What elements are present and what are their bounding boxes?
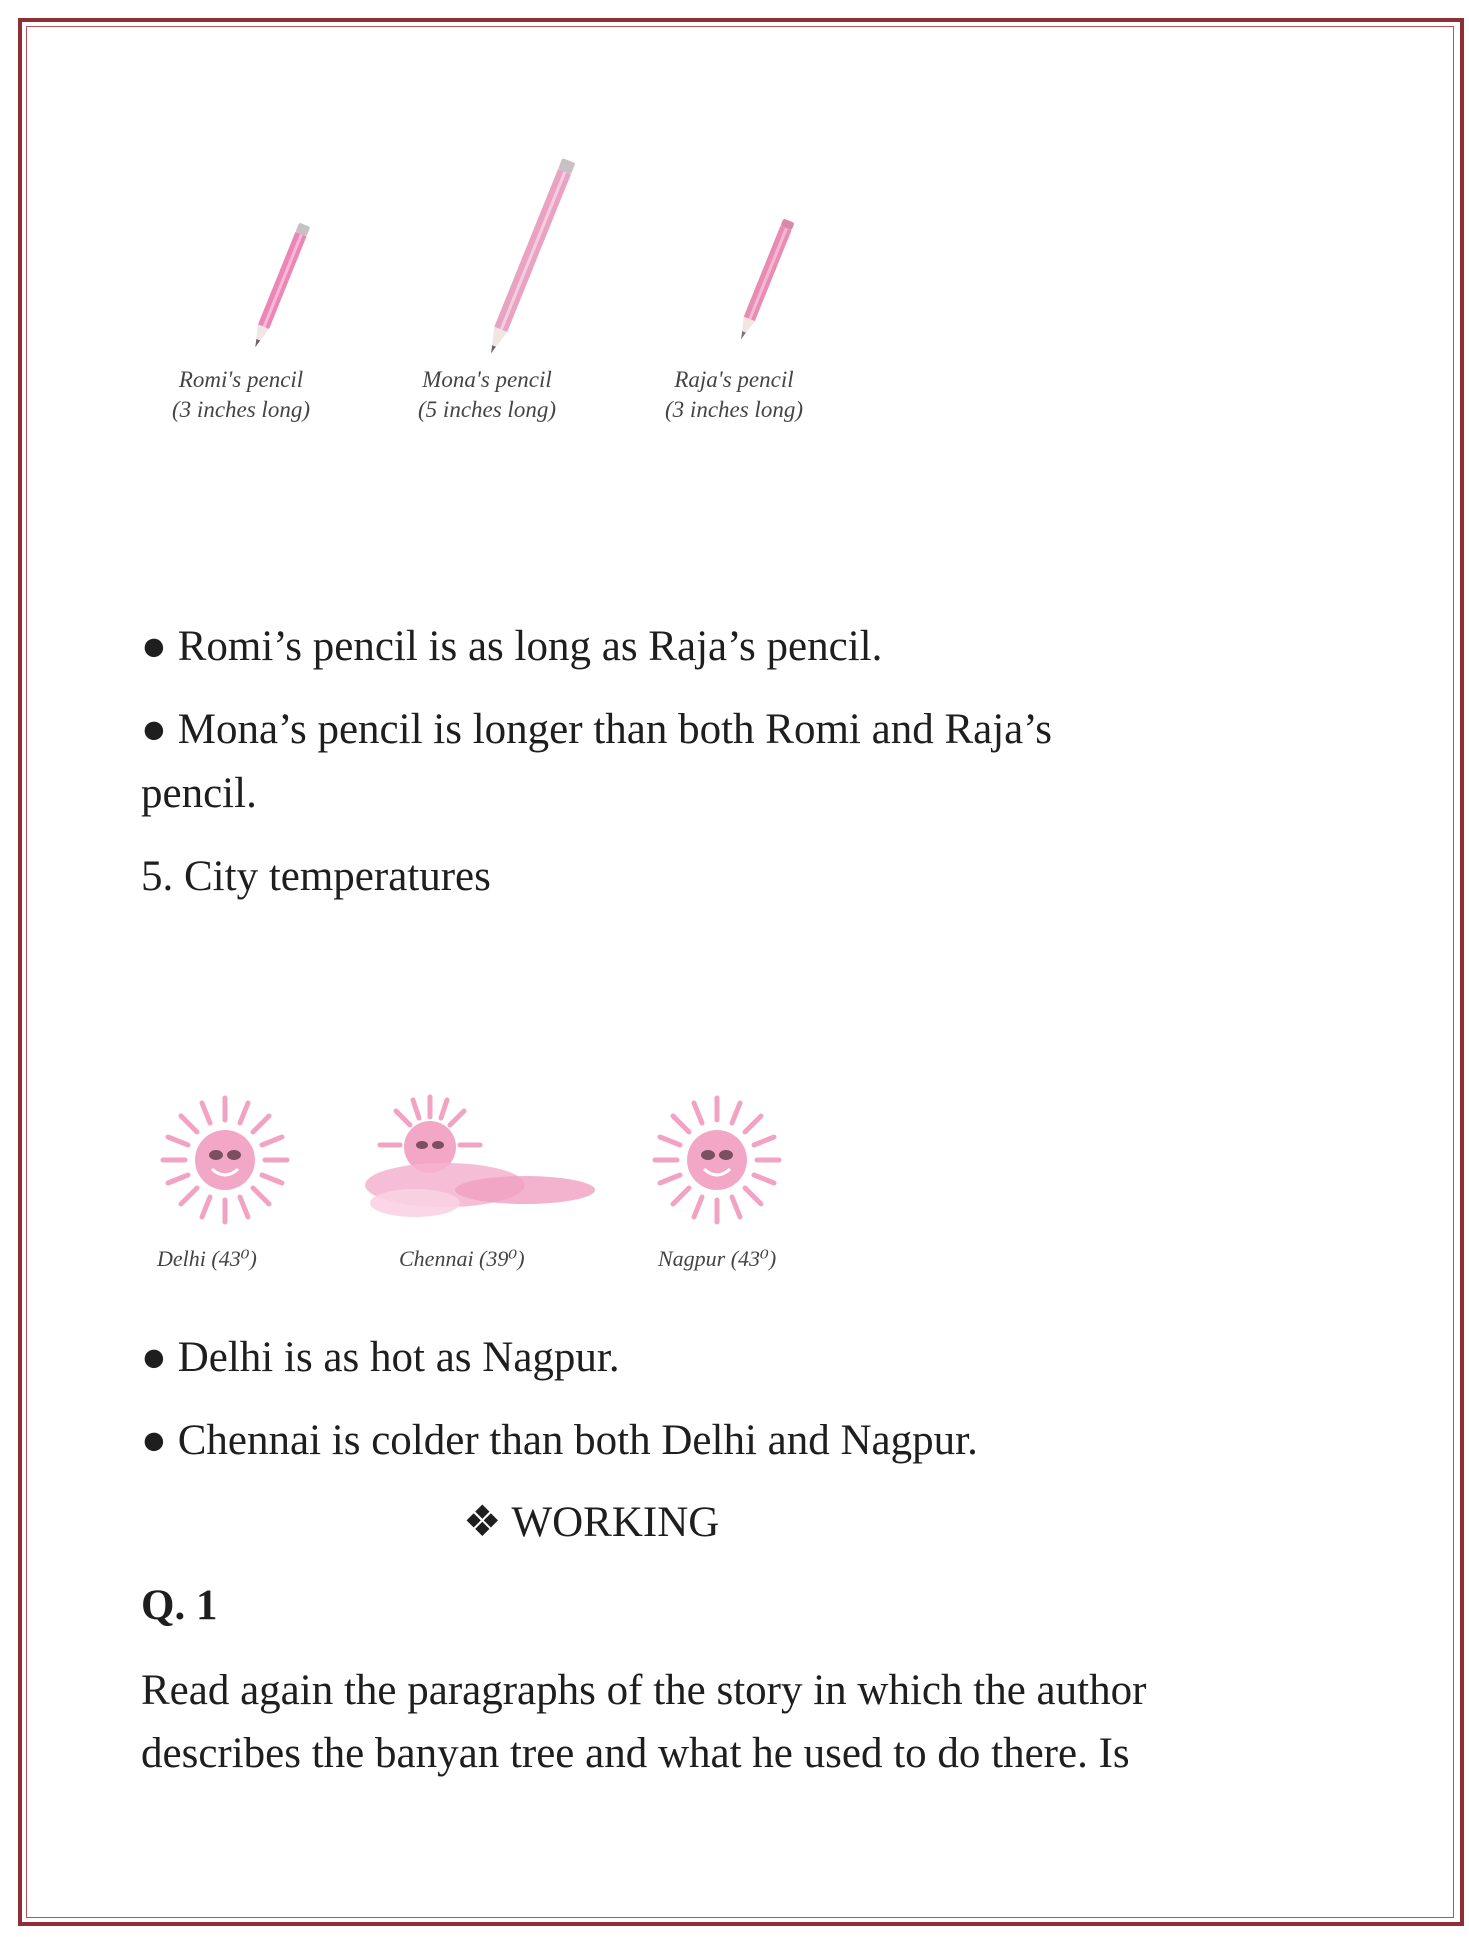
sun-cloud-icon [355,1095,615,1225]
sun-icon [160,1095,290,1225]
pencil-name: Raja's pencil [674,367,794,392]
statement: ● Chennai is colder than both Delhi and Nagpur. [141,1417,978,1464]
statement: ● Mona’s pencil is longer than both Romi and Raja’s [141,706,1052,753]
city-label-delhi: Delhi (43⁰) [157,1246,257,1271]
pencil-romi-image [245,214,315,359]
pencil-length: (3 inches long) [665,397,803,422]
pencil-caption-mona [377,365,597,425]
statement: pencil. [141,770,257,817]
question-text: Read again the paragraphs of the story in which the author [141,1667,1147,1714]
question-text: describes the banyan tree and what he used to do there. Is [141,1730,1130,1777]
question-number: Q. 1 [141,1582,218,1629]
pencil-caption-raja [624,365,844,425]
pencil-length: (5 inches long) [418,397,556,422]
working-heading: ❖ WORKING [463,1499,720,1546]
pencil-name: Mona's pencil [422,367,552,392]
section-title: 5. City temperatures [141,853,491,900]
pencil-length: (3 inches long) [172,397,310,422]
statement: ● Delhi is as hot as Nagpur. [141,1334,620,1381]
city-label-nagpur: Nagpur (43⁰) [658,1246,777,1271]
city-label-chennai: Chennai (39⁰) [399,1246,525,1271]
statement: ● Romi’s pencil is as long as Raja’s pencil. [141,623,883,670]
pencil-raja-image [728,210,803,352]
sun-icon [652,1095,782,1225]
pencil-name: Romi's pencil [178,367,304,392]
pencil-caption-romi [131,365,351,425]
pencil-mona-image [483,150,578,365]
